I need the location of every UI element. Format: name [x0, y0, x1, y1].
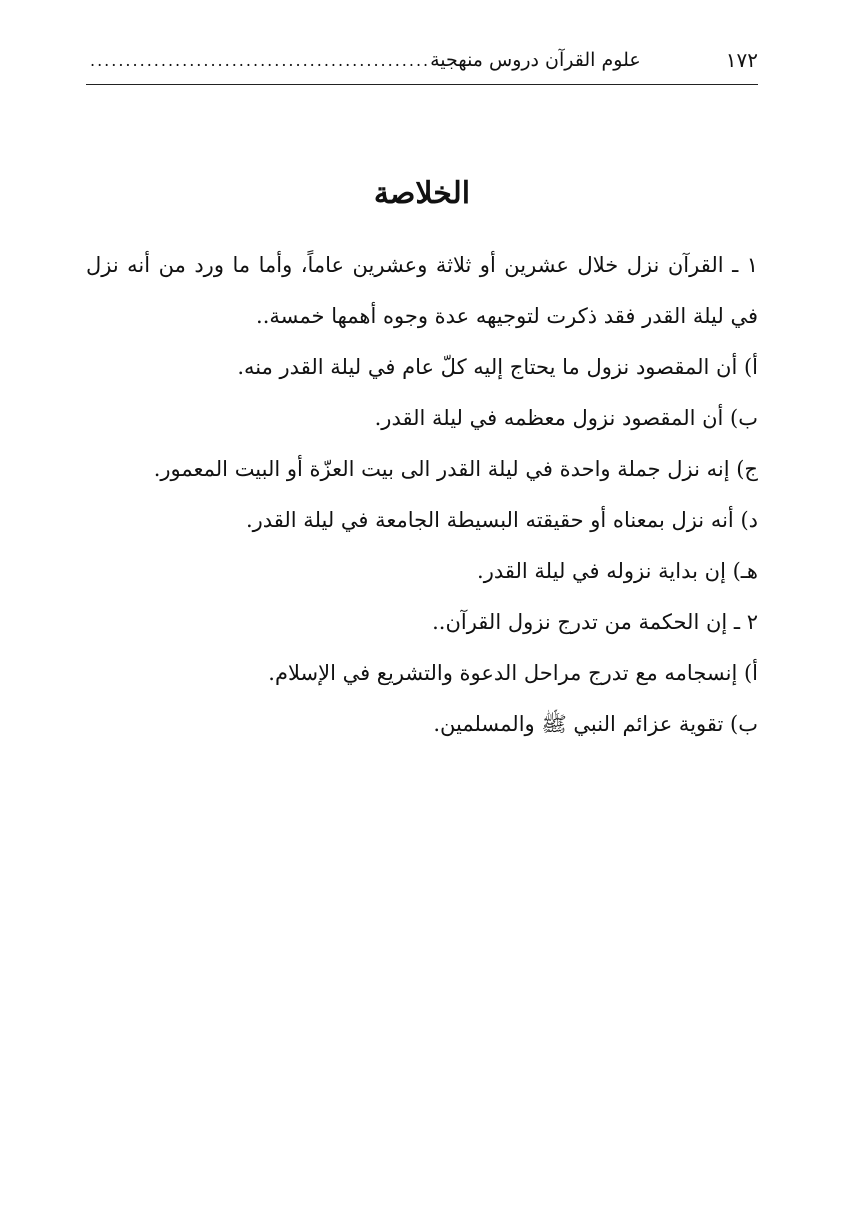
header-rule: [86, 84, 758, 85]
list-item: ب) تقوية عزائم النبي ﷺ والمسلمين.: [433, 712, 758, 736]
list-item: أ) إنسجامه مع تدرج مراحل الدعوة والتشريع في الإسلام.: [268, 661, 758, 685]
section-title: الخلاصة: [373, 176, 471, 211]
paragraph-2: ٢ ـ إن الحكمة من تدرج نزول القرآن..: [432, 610, 758, 634]
list-item: هـ) إن بداية نزوله في ليلة القدر.: [477, 559, 758, 583]
list-item: ب) أن المقصود نزول معظمه في ليلة القدر.: [374, 406, 758, 430]
body-text: [86, 240, 758, 750]
list-item: أ) أن المقصود نزول ما يحتاج إليه كلّ عام في ليلة القدر منه.: [237, 355, 758, 379]
running-title: علوم القرآن دروس منهجية: [430, 49, 641, 71]
list-item: د) أنه نزل بمعناه أو حقيقته البسيطة الجامعة في ليلة القدر.: [245, 508, 758, 532]
page-number: ١٧٢: [725, 48, 758, 72]
paragraph-1: ١ ـ القرآن نزل خلال عشرين أو ثلاثة وعشرين عاماً، وأما ما ورد من أنه نزل في ليلة القدر فقد ذكرت لتوجيهه عدة وجوه أهمها خمسة..: [86, 253, 758, 328]
leader-dots: ................................................: [90, 50, 431, 70]
running-title-wrapper: [86, 49, 641, 71]
list-item: ج) إنه نزل جملة واحدة في ليلة القدر الى بيت العزّة أو البيت المعمور.: [153, 457, 758, 481]
running-header: [86, 40, 758, 80]
